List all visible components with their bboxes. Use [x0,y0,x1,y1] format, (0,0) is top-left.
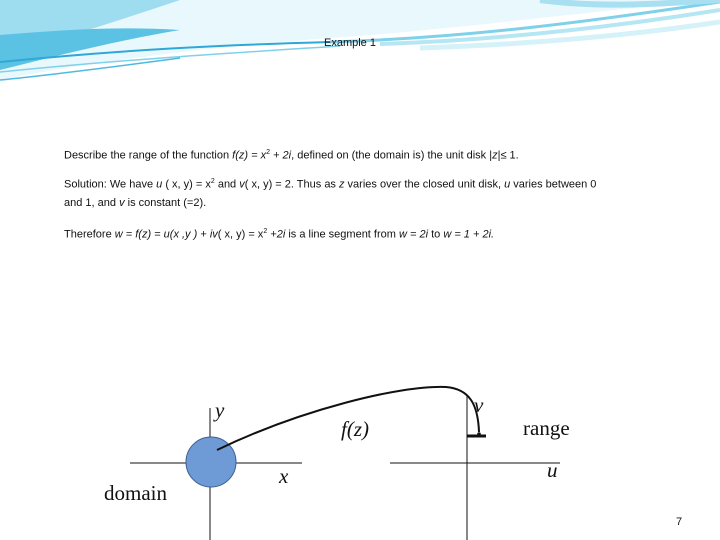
p2-text5: varies between 0 [510,178,597,191]
p3-w1: w = f(z) = u [114,228,170,241]
p2-text2: and [214,178,240,191]
v-axis-label: v [474,393,484,417]
p3-text2: is a line segment from [285,228,399,241]
p2-line2b: is constant (=2). [124,197,207,209]
p2-vargs: ( x, y) = 2 [244,178,291,191]
p3-w2: w = 2i [398,228,429,241]
map-label: f(z) [341,417,369,441]
p3-plus: + [197,228,210,241]
p2-u: u [156,178,163,191]
p1-func-tail: + 2i [270,149,292,162]
p2-sup: 2 [210,178,215,185]
p2-text: Solution: We have [64,178,157,191]
p2-u2: u [504,178,511,191]
solution-line-1 [64,175,596,192]
p1-z: z [492,149,498,162]
p3-text3: to [428,228,444,241]
domain-label: domain [104,481,167,505]
problem-statement [64,146,519,163]
p1-func: f(z) = x [232,149,267,162]
p2-text4: varies over the closed unit disk, [344,178,505,191]
p2-v2: v [119,197,125,209]
p3-w3: w = 1 + 2i. [443,228,495,241]
slide-title: Example 1 [324,37,376,49]
p1-text2: , defined on (the domain is) the unit disk | [291,149,493,162]
p3-vargs: ( x, y) = x [217,228,264,241]
mapping-diagram [0,380,720,540]
p3-iv: iv [209,228,218,241]
range-label: range [523,416,570,440]
x-axis-label: x [279,464,289,488]
p3-tail: +2i [267,228,286,241]
p3-text: Therefore [64,228,115,241]
p2-uargs: ( x, y) = x [162,178,211,191]
p1-text3: |≤ 1. [497,149,519,162]
p2-z: z [339,178,345,191]
p2-line2a: and 1, and [64,197,120,209]
page-number: 7 [676,516,683,528]
conclusion [64,225,494,242]
p1-text: Describe the range of the function [64,149,233,162]
u-axis-label: u [547,458,558,482]
p2-v: v [239,178,245,191]
p3-sup: 2 [263,228,268,235]
p2-text3: . Thus as [290,178,339,191]
p1-sup: 2 [266,149,270,156]
y-axis-label: y [215,398,225,422]
p3-args: (x ,y ) [169,228,198,241]
solution-line-2 [64,196,206,210]
